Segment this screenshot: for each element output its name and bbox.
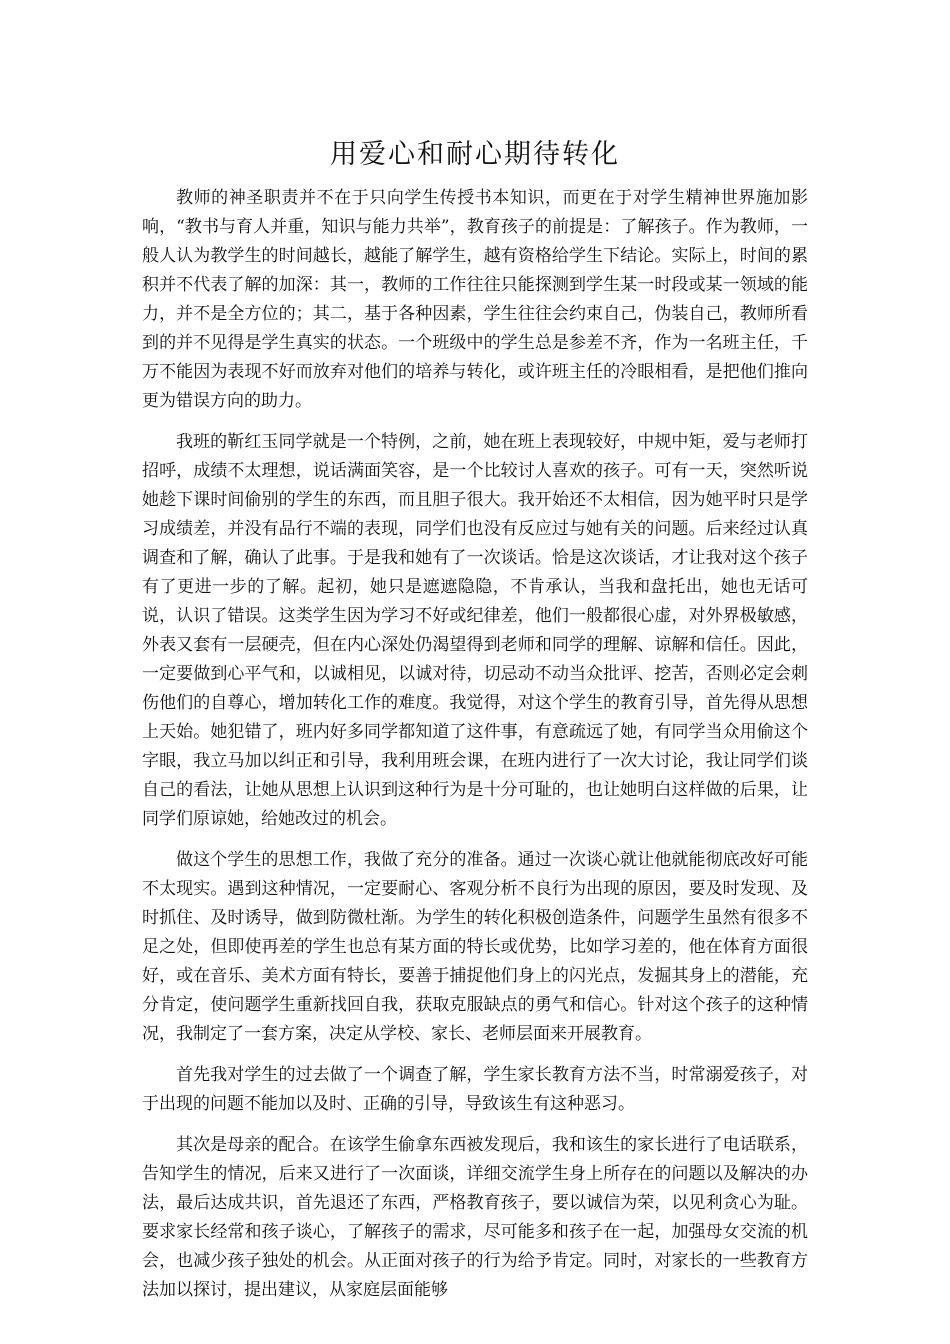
document-title: 用爱心和耐心期待转化: [330, 139, 620, 170]
paragraph-3: 做这个学生的思想工作，我做了充分的准备。通过一次谈心就让他就能彻底改好可能不太现实。遇到这种情况，一定要耐心、客观分析不良行为出现的原因，要及时发现、及时抓住、及时诱导，做到防微杜渐。为学生的转化积极创造条件，问题学生虽然有很多不足之处，但即使再差的学生也总有某方面的特长或优势，比如学习差的，他在体育方面很好，或在音乐、美术方面有特长，要善于捕捉他们身上的闪光点，发掘其身上的潜能，充分肯定，使问题学生重新找回自我，获取克服缺点的勇气和信心。针对这个孩子的这种情况，我制定了一套方案，决定从学校、家长、老师层面来开展教育。: [142, 850, 808, 1044]
document-body: [142, 184, 808, 1317]
paragraph-2: 我班的靳红玉同学就是一个特例，之前，她在班上表现较好，中规中矩，爱与老师打招呼，成绩不太理想，说话满面笑容，是一个比较讨人喜欢的孩子。可有一天，突然听说她趁下课时间偷别的学生的东西，而且胆子很大。我开始还不太相信，因为她平时只是学习成绩差，并没有品行不端的表现，同学们也没有反应过与她有关的问题。后来经过认真调查和了解，确认了此事。于是我和她有了一次谈话。恰是这次谈话，才让我对这个孩子有了更进一步的了解。起初，她只是遮遮隐隐，不肯承认，当我和盘托出，她也无话可说，认识了错误。这类学生因为学习不好或纪律差，他们一般都很心虚，对外界极敏感，外表又套有一层硬壳，但在内心深处仍渴望得到老师和同学的理解、谅解和信任。因此，一定要做到心平气和，以诚相见，以诚对待，切忌动不动当众批评、挖苦，否则必定会刺伤他们的自尊心，增加转化工作的难度。我觉得，对这个学生的教育引导，首先得从思想上天始。她犯错了，班内好多同学都知道了这件事，有意疏远了她，有同学当众用偷这个字眼，我立马加以纠正和引导，我利用班会课，在班内进行了一次大讨论，我让同学们谈自己的看法，让她从思想上认识到这种行为是十分可耻的，也让她明白这样做的后果，让同学们原谅她，给她改过的机会。: [142, 432, 808, 829]
paragraph-5: 其次是母亲的配合。在该学生偷拿东西被发现后，我和该生的家长进行了电话联系，告知学生的情况，后来又进行了一次面谈，详细交流学生身上所存在的问题以及解决的办法，最后达成共识，首先退还了东西，严格教育孩子，要以诚信为荣，以见利贪心为耻。要求家长经常和孩子谈心，了解孩子的需求，尽可能多和孩子在一起，加强母女交流的机会，也减少孩子独处的机会。从正面对孩子的行为给予肯定。同时，对家长的一些教育方法加以探讨，提出建议，从家庭层面能够: [142, 1135, 808, 1300]
paragraph-4: 首先我对学生的过去做了一个调查了解，学生家长教育方法不当，时常溺爱孩子，对于出现的问题不能加以及时、正确的引导，导致该生有这种恶习。: [142, 1065, 808, 1114]
paragraph-1: 教师的神圣职责并不在于只向学生传授书本知识，而更在于对学生精神世界施加影响，“教书与育人并重，知识与能力共举”，教育孩子的前提是：了解孩子。作为教师，一般人认为教学生的时间越长，越能了解学生，越有资格给学生下结论。实际上，时间的累积并不代表了解的加深：其一，教师的工作往往只能探测到学生某一时段或某一领域的能力，并不是全方位的；其二，基于各种因素，学生往往会约束自己，伪装自己，教师所看到的并不见得是学生真实的状态。一个班级中的学生总是参差不齐，作为一名班主任，千万不能因为表现不好而放弃对他们的培养与转化，或许班主任的冷眼相看，是把他们推向更为错误方向的助力。: [142, 188, 808, 411]
